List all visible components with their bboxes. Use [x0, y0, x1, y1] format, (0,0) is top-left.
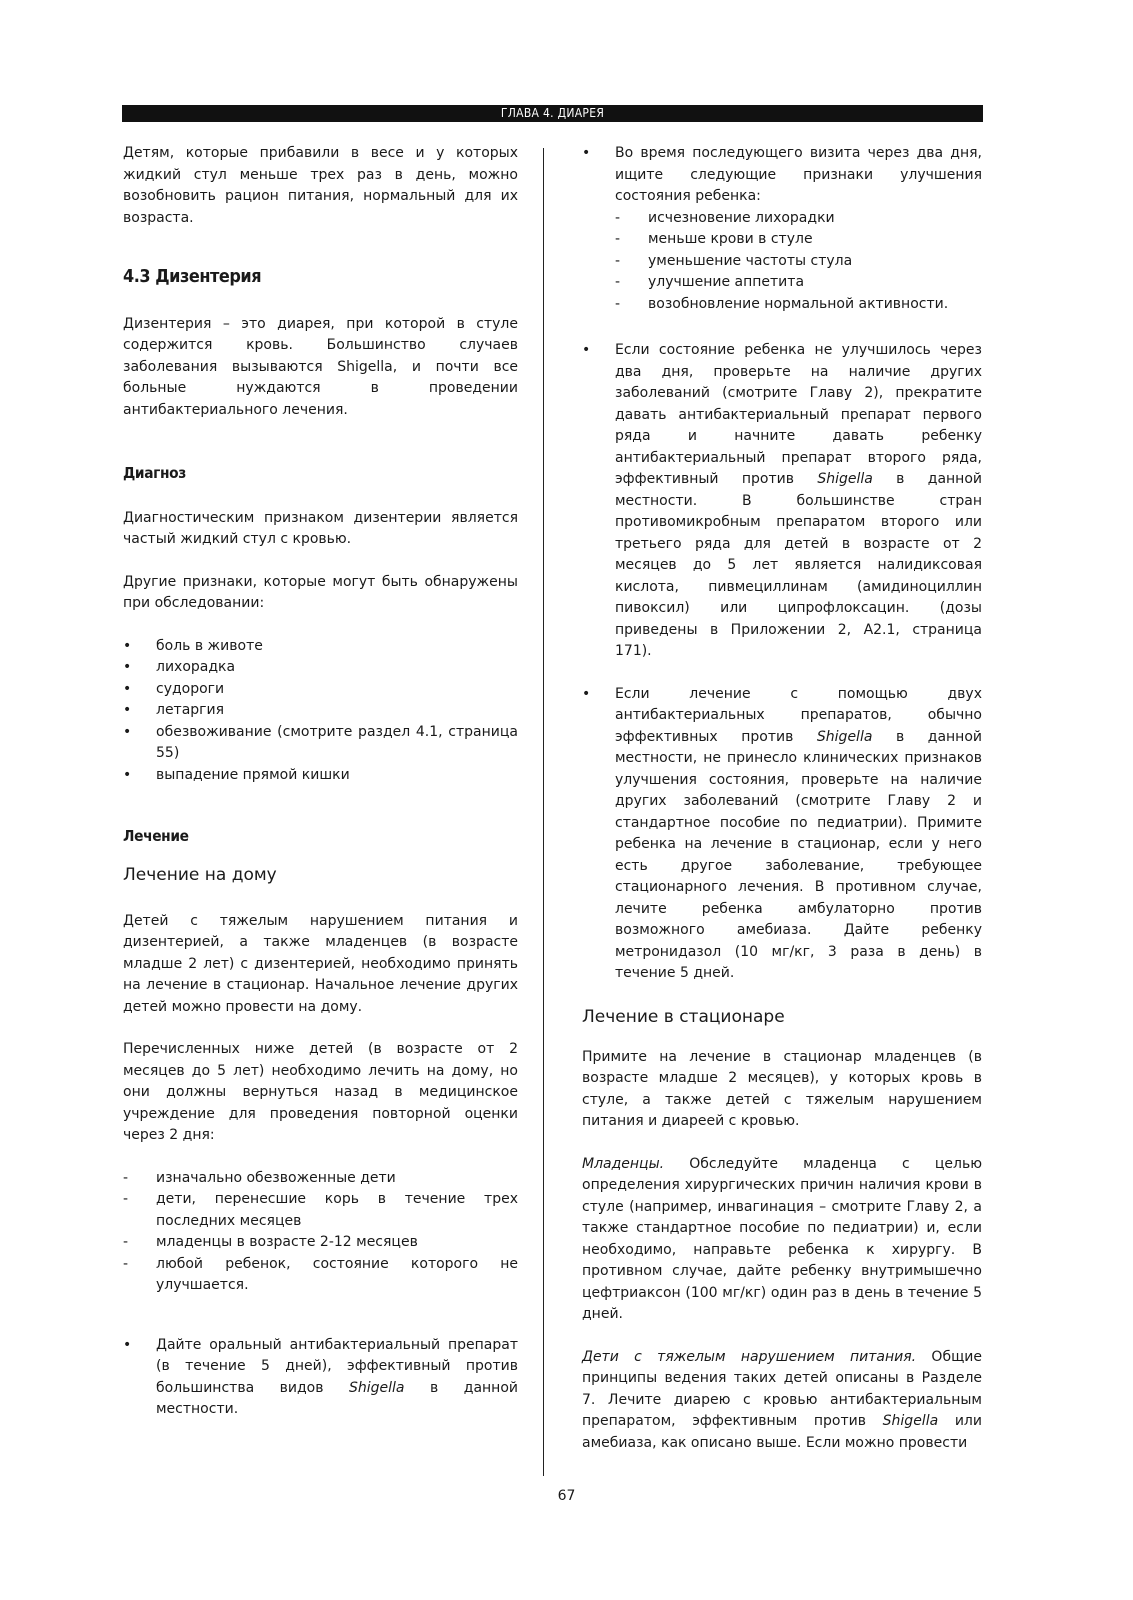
list-item: • боль в животе — [123, 637, 263, 654]
list-item: • обезвоживание (смотрите раздел 4.1, страница 55) — [123, 723, 518, 761]
treatment-title: Лечение — [123, 827, 189, 845]
left-column — [123, 143, 518, 1421]
home-paragraph-2: Перечисленных ниже детей (в возрасте от 2 месяцев до 5 лет) необходимо лечить на дому, но они должны вернуться назад в медицинское учреждение для проведения повторной оценки через 2 дня: — [123, 1041, 518, 1143]
list-item: • лихорадка — [123, 659, 236, 675]
section-paragraph: Дизентерия – это диарея, при которой в стуле содержится кровь. Большинство случаев заболевания вызываются Shigella, и почти все больные нуждаются в проведении антибактериального лечения. — [123, 315, 518, 418]
oral-antibiotic-bullet: • Дайте оральный антибактериальный препарат (в течение 5 дней), эффективный против большинства видов Shigella в данной местности. — [123, 1336, 518, 1417]
malnutrition-label: Дети с тяжелым нарушением питания. — [582, 1348, 917, 1365]
list-item: • выпадение прямой кишки — [123, 766, 350, 783]
list-item: - возобновление нормальной активности. — [615, 295, 949, 312]
second-line-bullet: • Если состояние ребенка не улучшилось через два дня, проверьте на наличие других заболеваний (смотрите Главу 2), прекратите давать антибактериальный препарат первого ряда и начните давать ребенку антибактериальный препарат второго ряда, эффективный против Shigella в данной местности. В большинстве стран противомикробным препаратом второго или третьего ряда для детей в возрасте от 2 месяцев до 5 лет является налидиксовая кислота, пивмециллинам (амидиноциллин пивоксил) или ципрофлоксацин. (дозы приведены в Приложении 2, А2.1, страница 171). — [582, 342, 982, 659]
home-list — [123, 1168, 518, 1297]
section-title: 4.3 Дизентерия — [123, 267, 262, 287]
diagnosis-paragraph-1: Диагностическим признаком дизентерии является частый жидкий стул с кровью. — [123, 509, 518, 547]
home-paragraph-1: Детей с тяжелым нарушением питания и дизентерией, а также младенцев (в возрасте младше 2 лет) с дизентерией, необходимо принять на лечение в стационар. Начальное лечение других детей можно провести на дому. — [123, 912, 518, 1015]
list-item: - младенцы в возрасте 2-12 месяцев — [123, 1234, 418, 1250]
list-item: - любой ребенок, состояние которого не улучшается. — [123, 1255, 518, 1293]
hospital-treatment-title: Лечение в стационаре — [582, 1006, 785, 1027]
followup-bullet: • Во время последующего визита через два дня, ищите следующие признаки улучшения состояния ребенка: - исчезновение лихорадки - меньше крови в стуле - уменьшение частоты стула - улучшение аппетита - возобновление нормальной активности. — [582, 143, 982, 315]
infants-label: Младенцы. — [582, 1155, 665, 1172]
diagnosis-title: Диагноз — [123, 464, 186, 482]
list-item: - меньше крови в стуле — [615, 231, 813, 247]
amoebiasis-bullet: • Если лечение с помощью двух антибактериальных препаратов, обычно эффективных против Shigella в данной местности, не принесло клинических признаков улучшения состояния, проверьте на наличие других заболеваний (смотрите Главу 2 и стандартное пособие по педиатрии). Примите ребенка на лечение в стационар, если у него есть другое заболевание, требующее стационарного лечения. В противном случае, лечите ребенка амбулаторно против возможного амебиаза. Дайте ребенку метронидазол (10 мг/кг, 3 раза в день) в течение 5 дней. — [582, 685, 982, 981]
malnutrition-paragraph: Дети с тяжелым нарушением питания. Общие принципы ведения таких детей описаны в Разделе 7. Лечите диарею с кровью антибактериальным препаратом, эффективным против Shigella или амебиаза, как описано выше. Если можно провести — [582, 1348, 982, 1451]
list-item: • летаргия — [123, 702, 225, 718]
list-item: - уменьшение частоты стула — [615, 252, 853, 269]
infants-paragraph: Младенцы. Обследуйте младенца с целью определения хирургических причин наличия крови в стуле (например, инвагинация – смотрите Главу 2, а также стандартное пособие по педиатрии) и, если необходимо, направьте ребенка к хирургу. В противном случае, дайте ребенку внутримышечно цефтриаксон (100 мг/кг) один раз в день в течение 5 дней. — [582, 1155, 982, 1322]
improvement-signs-list — [615, 208, 982, 316]
list-item: • судороги — [123, 680, 225, 697]
diagnosis-paragraph-2: Другие признаки, которые могут быть обнаружены при обследовании: — [123, 573, 518, 611]
intro-paragraph: Детям, которые прибавили в весе и у которых жидкий стул меньше трех раз в день, можно возобновить рацион питания, нормальный для их возраста. — [123, 145, 518, 226]
signs-list — [123, 636, 518, 787]
page-number: 67 — [557, 1488, 576, 1504]
list-item: - изначально обезвоженные дети — [123, 1169, 396, 1186]
home-treatment-title: Лечение на дому — [123, 864, 277, 885]
hospital-paragraph: Примите на лечение в стационар младенцев (в возрасте младше 2 месяцев), у которых кровь в стуле, а также детей с тяжелым нарушением питания и диареей с кровью. — [582, 1048, 982, 1129]
list-item: - исчезновение лихорадки — [615, 209, 835, 226]
list-item: - дети, перенесшие корь в течение трех последних месяцев — [123, 1191, 518, 1229]
right-column — [582, 143, 982, 1454]
chapter-header: ГЛАВА 4. ДИАРЕЯ — [122, 105, 983, 122]
list-item: - улучшение аппетита — [615, 274, 805, 290]
column-divider — [543, 148, 544, 1476]
